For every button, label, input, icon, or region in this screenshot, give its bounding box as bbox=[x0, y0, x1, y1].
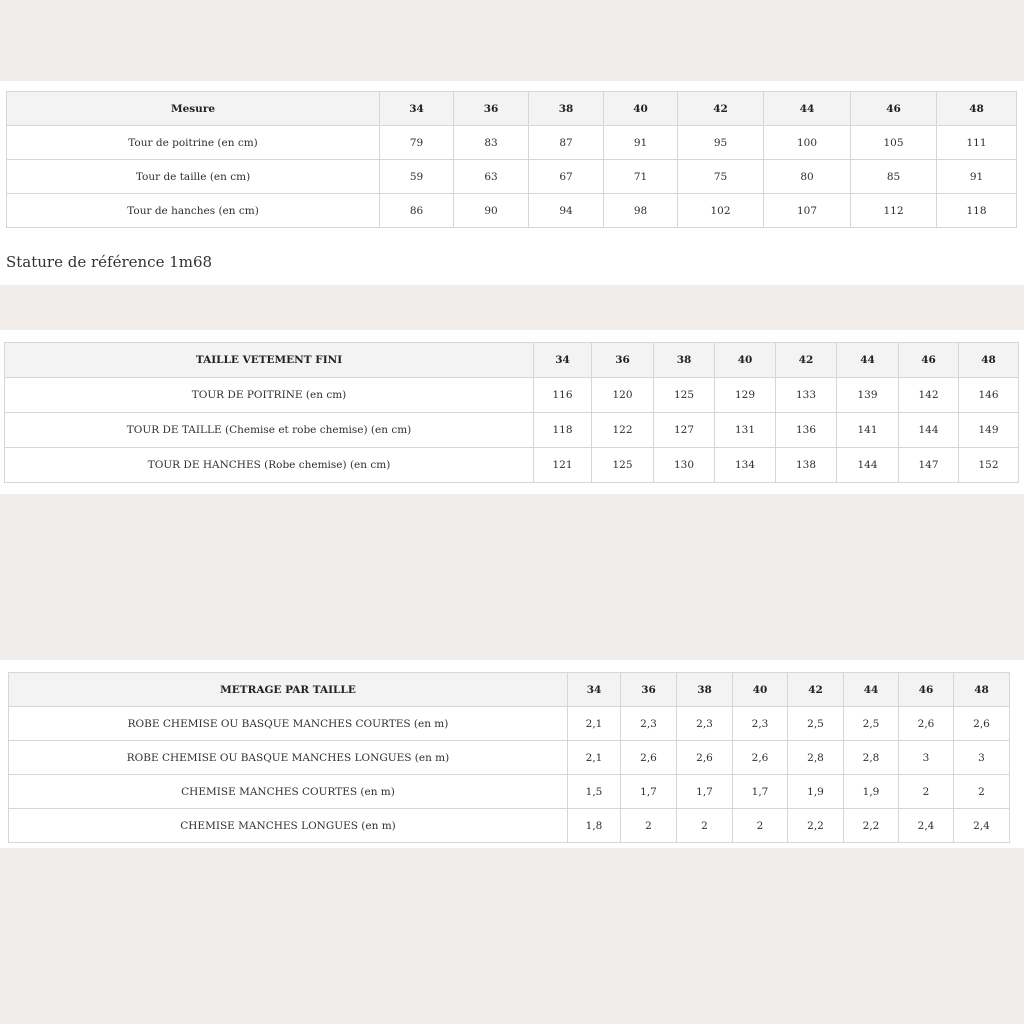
cell: 71 bbox=[604, 160, 678, 194]
cell: 118 bbox=[937, 194, 1017, 228]
cell: 1,7 bbox=[733, 775, 788, 809]
header-cell: 46 bbox=[851, 92, 937, 126]
header-cell: 40 bbox=[733, 673, 788, 707]
cell: 2 bbox=[677, 809, 733, 843]
body-measurements-table bbox=[6, 91, 1017, 228]
cell: 2,5 bbox=[788, 707, 844, 741]
row-label: Tour de taille (en cm) bbox=[7, 160, 380, 194]
table-row bbox=[9, 775, 1010, 809]
row-label: TOUR DE POITRINE (en cm) bbox=[5, 378, 534, 413]
cell: 2,4 bbox=[899, 809, 954, 843]
cell: 2 bbox=[954, 775, 1010, 809]
cell: 147 bbox=[899, 448, 959, 483]
cell: 79 bbox=[380, 126, 454, 160]
cell: 102 bbox=[678, 194, 764, 228]
cell: 1,9 bbox=[788, 775, 844, 809]
table-row bbox=[5, 413, 1019, 448]
header-cell: 42 bbox=[776, 343, 837, 378]
header-cell: 46 bbox=[899, 343, 959, 378]
cell: 1,7 bbox=[621, 775, 677, 809]
cell: 2,6 bbox=[621, 741, 677, 775]
cell: 3 bbox=[954, 741, 1010, 775]
cell: 131 bbox=[715, 413, 776, 448]
row-label: TOUR DE TAILLE (Chemise et robe chemise) (en cm) bbox=[5, 413, 534, 448]
header-cell: 36 bbox=[592, 343, 654, 378]
cell: 83 bbox=[454, 126, 529, 160]
cell: 63 bbox=[454, 160, 529, 194]
cell: 2,6 bbox=[733, 741, 788, 775]
cell: 2,6 bbox=[954, 707, 1010, 741]
cell: 91 bbox=[604, 126, 678, 160]
cell: 85 bbox=[851, 160, 937, 194]
cell: 146 bbox=[959, 378, 1019, 413]
table-row bbox=[5, 378, 1019, 413]
table-row bbox=[9, 707, 1010, 741]
row-label: ROBE CHEMISE OU BASQUE MANCHES LONGUES (en m) bbox=[9, 741, 568, 775]
cell: 87 bbox=[529, 126, 604, 160]
row-label: ROBE CHEMISE OU BASQUE MANCHES COURTES (en m) bbox=[9, 707, 568, 741]
cell: 144 bbox=[837, 448, 899, 483]
header-cell: 48 bbox=[954, 673, 1010, 707]
cell: 122 bbox=[592, 413, 654, 448]
table-header-row bbox=[5, 343, 1019, 378]
header-cell: 38 bbox=[529, 92, 604, 126]
cell: 1,9 bbox=[844, 775, 899, 809]
cell: 2,1 bbox=[568, 741, 621, 775]
header-cell: 36 bbox=[454, 92, 529, 126]
cell: 95 bbox=[678, 126, 764, 160]
header-cell: 40 bbox=[604, 92, 678, 126]
cell: 121 bbox=[534, 448, 592, 483]
cell: 91 bbox=[937, 160, 1017, 194]
header-cell: 48 bbox=[937, 92, 1017, 126]
cell: 100 bbox=[764, 126, 851, 160]
cell: 1,5 bbox=[568, 775, 621, 809]
cell: 2 bbox=[733, 809, 788, 843]
cell: 2,5 bbox=[844, 707, 899, 741]
row-label: TOUR DE HANCHES (Robe chemise) (en cm) bbox=[5, 448, 534, 483]
cell: 118 bbox=[534, 413, 592, 448]
cell: 130 bbox=[654, 448, 715, 483]
header-cell: TAILLE VETEMENT FINI bbox=[5, 343, 534, 378]
cell: 111 bbox=[937, 126, 1017, 160]
header-cell: 46 bbox=[899, 673, 954, 707]
cell: 75 bbox=[678, 160, 764, 194]
cell: 127 bbox=[654, 413, 715, 448]
cell: 141 bbox=[837, 413, 899, 448]
cell: 2,6 bbox=[677, 741, 733, 775]
fabric-yardage-table bbox=[8, 672, 1010, 843]
cell: 142 bbox=[899, 378, 959, 413]
cell: 59 bbox=[380, 160, 454, 194]
cell: 2,2 bbox=[844, 809, 899, 843]
header-cell: 48 bbox=[959, 343, 1019, 378]
cell: 2,8 bbox=[844, 741, 899, 775]
row-label: Tour de poitrine (en cm) bbox=[7, 126, 380, 160]
header-cell: 40 bbox=[715, 343, 776, 378]
table-header-row bbox=[9, 673, 1010, 707]
header-cell: 42 bbox=[788, 673, 844, 707]
cell: 1,7 bbox=[677, 775, 733, 809]
cell: 116 bbox=[534, 378, 592, 413]
cell: 1,8 bbox=[568, 809, 621, 843]
reference-height-note: Stature de référence 1m68 bbox=[6, 253, 213, 271]
cell: 139 bbox=[837, 378, 899, 413]
cell: 2,4 bbox=[954, 809, 1010, 843]
cell: 2,8 bbox=[788, 741, 844, 775]
cell: 98 bbox=[604, 194, 678, 228]
header-cell: 44 bbox=[764, 92, 851, 126]
cell: 129 bbox=[715, 378, 776, 413]
header-cell: 38 bbox=[677, 673, 733, 707]
cell: 149 bbox=[959, 413, 1019, 448]
cell: 2,1 bbox=[568, 707, 621, 741]
header-cell: Mesure bbox=[7, 92, 380, 126]
cell: 2,6 bbox=[899, 707, 954, 741]
header-cell: 44 bbox=[837, 343, 899, 378]
table-header-row bbox=[7, 92, 1017, 126]
cell: 2,3 bbox=[677, 707, 733, 741]
table-row bbox=[9, 741, 1010, 775]
header-cell: 34 bbox=[568, 673, 621, 707]
cell: 105 bbox=[851, 126, 937, 160]
cell: 120 bbox=[592, 378, 654, 413]
table-row bbox=[7, 126, 1017, 160]
header-cell: 44 bbox=[844, 673, 899, 707]
cell: 152 bbox=[959, 448, 1019, 483]
header-cell: 34 bbox=[380, 92, 454, 126]
cell: 2,3 bbox=[733, 707, 788, 741]
cell: 2 bbox=[621, 809, 677, 843]
cell: 80 bbox=[764, 160, 851, 194]
cell: 136 bbox=[776, 413, 837, 448]
header-cell: 34 bbox=[534, 343, 592, 378]
row-label: Tour de hanches (en cm) bbox=[7, 194, 380, 228]
header-cell: 42 bbox=[678, 92, 764, 126]
cell: 67 bbox=[529, 160, 604, 194]
cell: 3 bbox=[899, 741, 954, 775]
cell: 2,2 bbox=[788, 809, 844, 843]
finished-garment-table bbox=[4, 342, 1019, 483]
header-cell: 38 bbox=[654, 343, 715, 378]
cell: 138 bbox=[776, 448, 837, 483]
table-row bbox=[9, 809, 1010, 843]
cell: 125 bbox=[654, 378, 715, 413]
cell: 125 bbox=[592, 448, 654, 483]
cell: 133 bbox=[776, 378, 837, 413]
cell: 86 bbox=[380, 194, 454, 228]
cell: 112 bbox=[851, 194, 937, 228]
table-row bbox=[7, 160, 1017, 194]
row-label: CHEMISE MANCHES COURTES (en m) bbox=[9, 775, 568, 809]
cell: 107 bbox=[764, 194, 851, 228]
row-label: CHEMISE MANCHES LONGUES (en m) bbox=[9, 809, 568, 843]
cell: 144 bbox=[899, 413, 959, 448]
cell: 90 bbox=[454, 194, 529, 228]
cell: 94 bbox=[529, 194, 604, 228]
cell: 2,3 bbox=[621, 707, 677, 741]
table-row bbox=[7, 194, 1017, 228]
cell: 2 bbox=[899, 775, 954, 809]
cell: 134 bbox=[715, 448, 776, 483]
table-row bbox=[5, 448, 1019, 483]
header-cell: 36 bbox=[621, 673, 677, 707]
header-cell: METRAGE PAR TAILLE bbox=[9, 673, 568, 707]
